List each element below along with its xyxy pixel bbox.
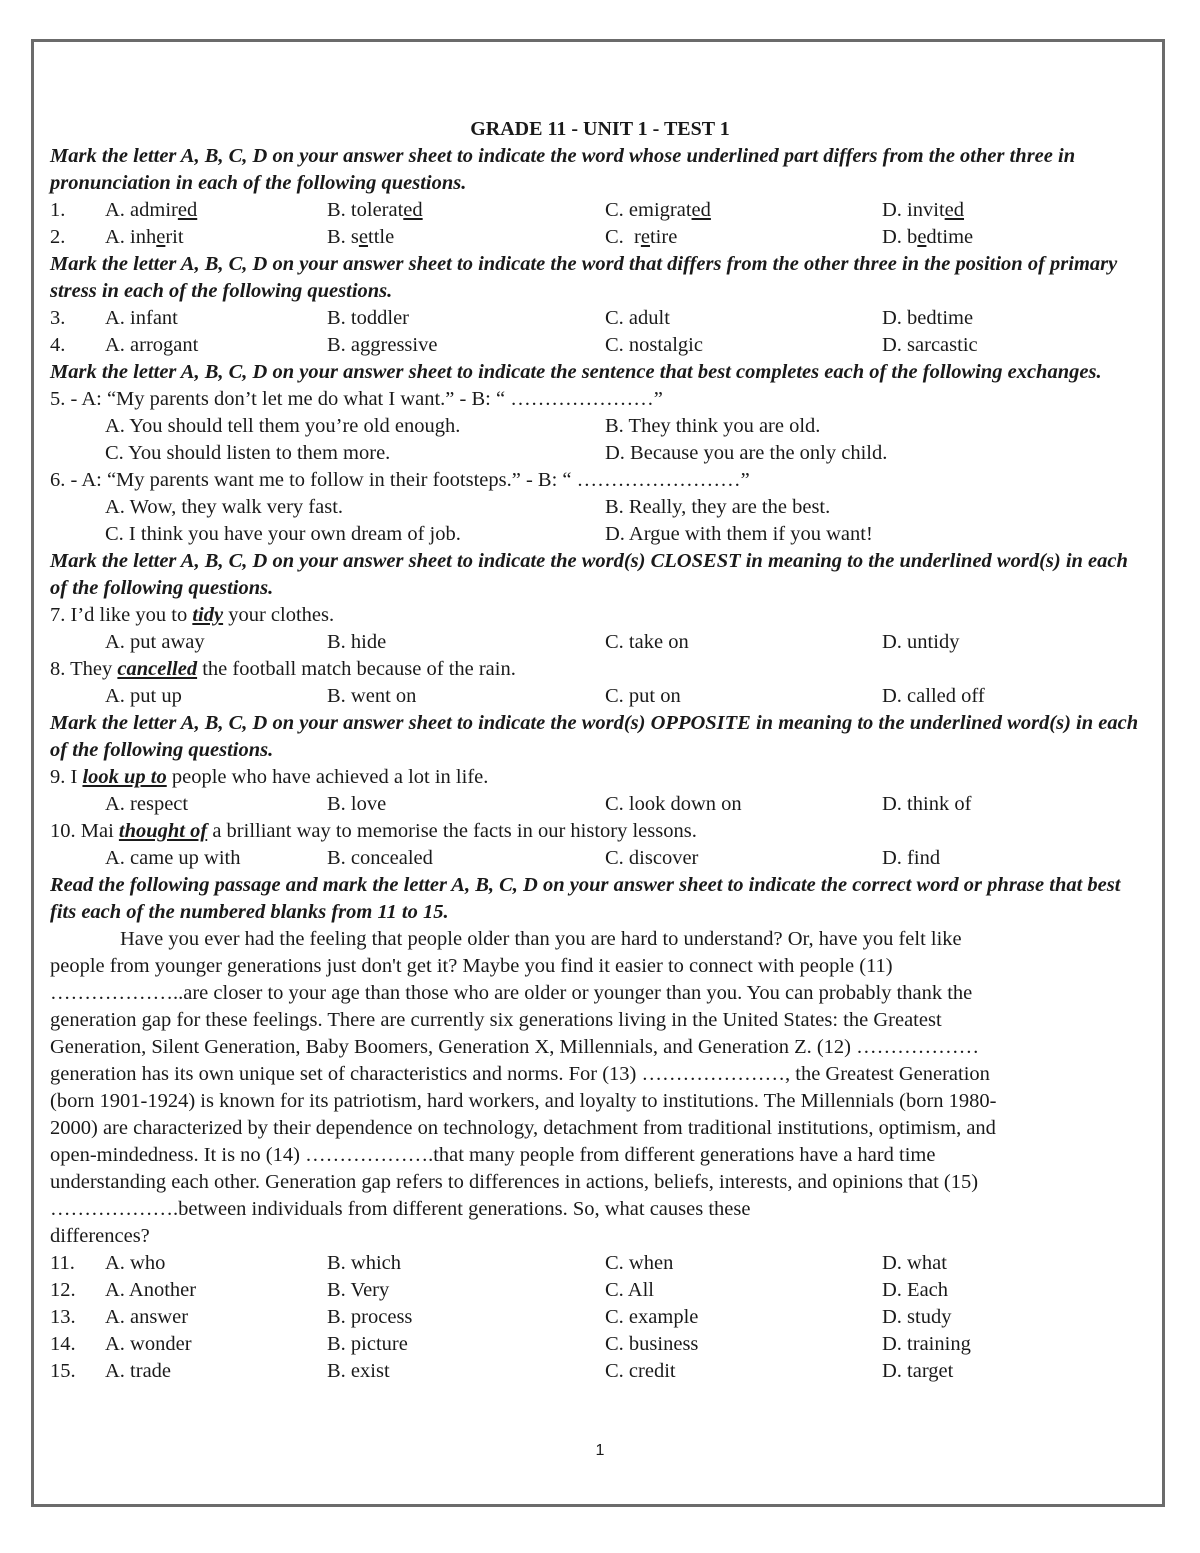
passage-line: understanding each other. Generation gap refers to differences in actions, beliefs, interests, and opinions that (15) [50,1171,979,1193]
option-d: D. study [882,1306,952,1328]
option-b: B. went on [327,685,417,707]
option-c: C. business [605,1333,699,1355]
question-10-stem: 10. Mai thought of a brilliant way to memorise the facts in our history lessons. [50,820,697,842]
question-number: 4. [50,334,66,356]
option-a: A. wonder [105,1333,192,1355]
question-number: 14. [50,1333,76,1355]
option-a: A. You should tell them you’re old enough. [105,415,461,437]
option-d: D. untidy [882,631,960,653]
passage-line: 2000) are characterized by their dependence on technology, detachment from traditional institutions, optimism, and [50,1117,996,1139]
option-b: B. process [327,1306,413,1328]
option-c: C. put on [605,685,681,707]
question-5-options-cd [50,440,1150,467]
underlined-word: tidy [192,604,224,626]
passage-line: (born 1901-1924) is known for its patriotism, hard workers, and loyalty to institutions. The Millennials (born 1980- [50,1090,997,1112]
passage-line: ………………..are closer to your age than those who are older or younger than you. You can probably thank the [50,982,973,1004]
option-d: D. invited [882,199,965,221]
option-b: B. love [327,793,387,815]
question-2 [50,224,1150,251]
option-b: B. hide [327,631,387,653]
passage-line: generation has its own unique set of characteristics and norms. For (13) …………………, the Greatest Generation [50,1063,990,1085]
option-c: C. example [605,1306,699,1328]
passage-line: open-mindedness. It is no (14) ……………….that many people from different generations have a hard time [50,1144,936,1166]
option-a: A. Another [105,1279,197,1301]
option-c: C. retire [605,226,678,248]
option-b: B. exist [327,1360,390,1382]
option-b: B. Very [327,1279,390,1301]
page-title: GRADE 11 - UNIT 1 - TEST 1 [470,118,730,140]
underlined-word: look up to [82,766,167,788]
question-number: 12. [50,1279,76,1301]
instruction-stress: Mark the letter A, B, C, D on your answer sheet to indicate the word that differs from the other three in the position of primary stress in each of the following questions. [50,253,1118,302]
option-a: A. Wow, they walk very fast. [105,496,344,518]
question-5-options-ab [50,413,1150,440]
question-7-options [50,629,1150,656]
option-a: A. who [105,1252,166,1274]
option-a: A. inherit [105,226,184,248]
option-b: B. tolerated [327,199,423,221]
reading-passage [50,926,1150,1250]
question-1 [50,197,1150,224]
underlined-word: thought of [118,820,208,842]
question-11 [50,1250,1150,1277]
option-a: A. trade [105,1360,172,1382]
option-d: D. bedtime [882,226,974,248]
question-4 [50,332,1150,359]
underlined-word: cancelled [117,658,198,680]
option-a: A. put up [105,685,182,707]
question-7-stem: 7. I’d like you to tidy your clothes. [50,604,335,626]
question-8-options [50,683,1150,710]
passage-line: generation gap for these feelings. There are currently six generations living in the United States: the Greatest [50,1009,942,1031]
option-d: D. Argue with them if you want! [605,523,873,545]
option-a: A. respect [105,793,189,815]
option-a: A. arrogant [105,334,199,356]
passage-line: differences? [50,1225,150,1247]
instruction-pronunciation: Mark the letter A, B, C, D on your answer sheet to indicate the word whose underlined part differs from the other three in pronunciation in each of the following questions. [50,145,1076,194]
instruction-exchanges: Mark the letter A, B, C, D on your answer sheet to indicate the sentence that best completes each of the following exchanges. [50,361,1102,383]
instruction-passage: Read the following passage and mark the letter A, B, C, D on your answer sheet to indicate the correct word or phrase that best fits each of the numbered blanks from 11 to 15. [50,874,1121,923]
question-9-stem: 9. I look up to people who have achieved a lot in life. [50,766,489,788]
question-10-options [50,845,1150,872]
question-6-options-ab [50,494,1150,521]
question-6-options-cd [50,521,1150,548]
option-b: B. They think you are old. [605,415,821,437]
option-d: D. Because you are the only child. [605,442,888,464]
question-number: 3. [50,307,66,329]
question-number: 15. [50,1360,76,1382]
instruction-opposite: Mark the letter A, B, C, D on your answer sheet to indicate the word(s) OPPOSITE in meaning to the underlined word(s) in each of the following questions. [50,712,1139,761]
option-d: D. target [882,1360,954,1382]
option-b: B. picture [327,1333,408,1355]
passage-line: Generation, Silent Generation, Baby Boomers, Generation X, Millennials, and Generation Z. (12) ……………… [50,1036,980,1058]
option-b: B. toddler [327,307,409,329]
test-content [50,116,1150,1385]
passage-line: ……………….between individuals from different generations. So, what causes these [50,1198,751,1220]
option-a: A. put away [105,631,205,653]
question-number: 13. [50,1306,76,1328]
question-15 [50,1358,1150,1385]
option-c: C. discover [605,847,699,869]
option-c: C. I think you have your own dream of job. [105,523,461,545]
question-3 [50,305,1150,332]
option-c: C. look down on [605,793,742,815]
question-9-options [50,791,1150,818]
option-c: C. take on [605,631,689,653]
question-6-stem: 6. - A: “My parents want me to follow in their footsteps.” - B: “ ……………………” [50,469,750,491]
option-c: C. You should listen to them more. [105,442,391,464]
option-d: D. what [882,1252,947,1274]
option-d: D. Each [882,1279,949,1301]
option-d: D. sarcastic [882,334,978,356]
passage-line: Have you ever had the feeling that people older than you are hard to understand? Or, have you felt like [120,928,962,950]
question-12 [50,1277,1150,1304]
question-number: 11. [50,1252,75,1274]
option-d: D. bedtime [882,307,974,329]
question-5-stem: 5. - A: “My parents don’t let me do what I want.” - B: “ …………………” [50,388,663,410]
option-a: A. came up with [105,847,241,869]
option-d: D. training [882,1333,971,1355]
question-14 [50,1331,1150,1358]
option-b: B. Really, they are the best. [605,496,831,518]
question-number: 2. [50,226,66,248]
option-b: B. settle [327,226,395,248]
option-b: B. which [327,1252,402,1274]
option-a: A. infant [105,307,178,329]
option-b: B. aggressive [327,334,438,356]
question-8-stem: 8. They cancelled the football match because of the rain. [50,658,516,680]
page-number: 1 [595,1442,605,1459]
option-b: B. concealed [327,847,433,869]
option-d: D. called off [882,685,985,707]
passage-line: people from younger generations just don't get it? Maybe you find it easier to connect with people (11) [50,955,893,977]
question-13 [50,1304,1150,1331]
option-c: C. credit [605,1360,676,1382]
option-d: D. think of [882,793,972,815]
question-number: 1. [50,199,66,221]
option-c: C. adult [605,307,670,329]
option-c: C. nostalgic [605,334,703,356]
option-c: C. All [605,1279,654,1301]
option-c: C. emigrated [605,199,711,221]
option-a: A. admired [105,199,198,221]
instruction-closest: Mark the letter A, B, C, D on your answer sheet to indicate the word(s) CLOSEST in meaning to the underlined word(s) in each of the following questions. [50,550,1128,599]
option-c: C. when [605,1252,674,1274]
option-d: D. find [882,847,941,869]
option-a: A. answer [105,1306,189,1328]
